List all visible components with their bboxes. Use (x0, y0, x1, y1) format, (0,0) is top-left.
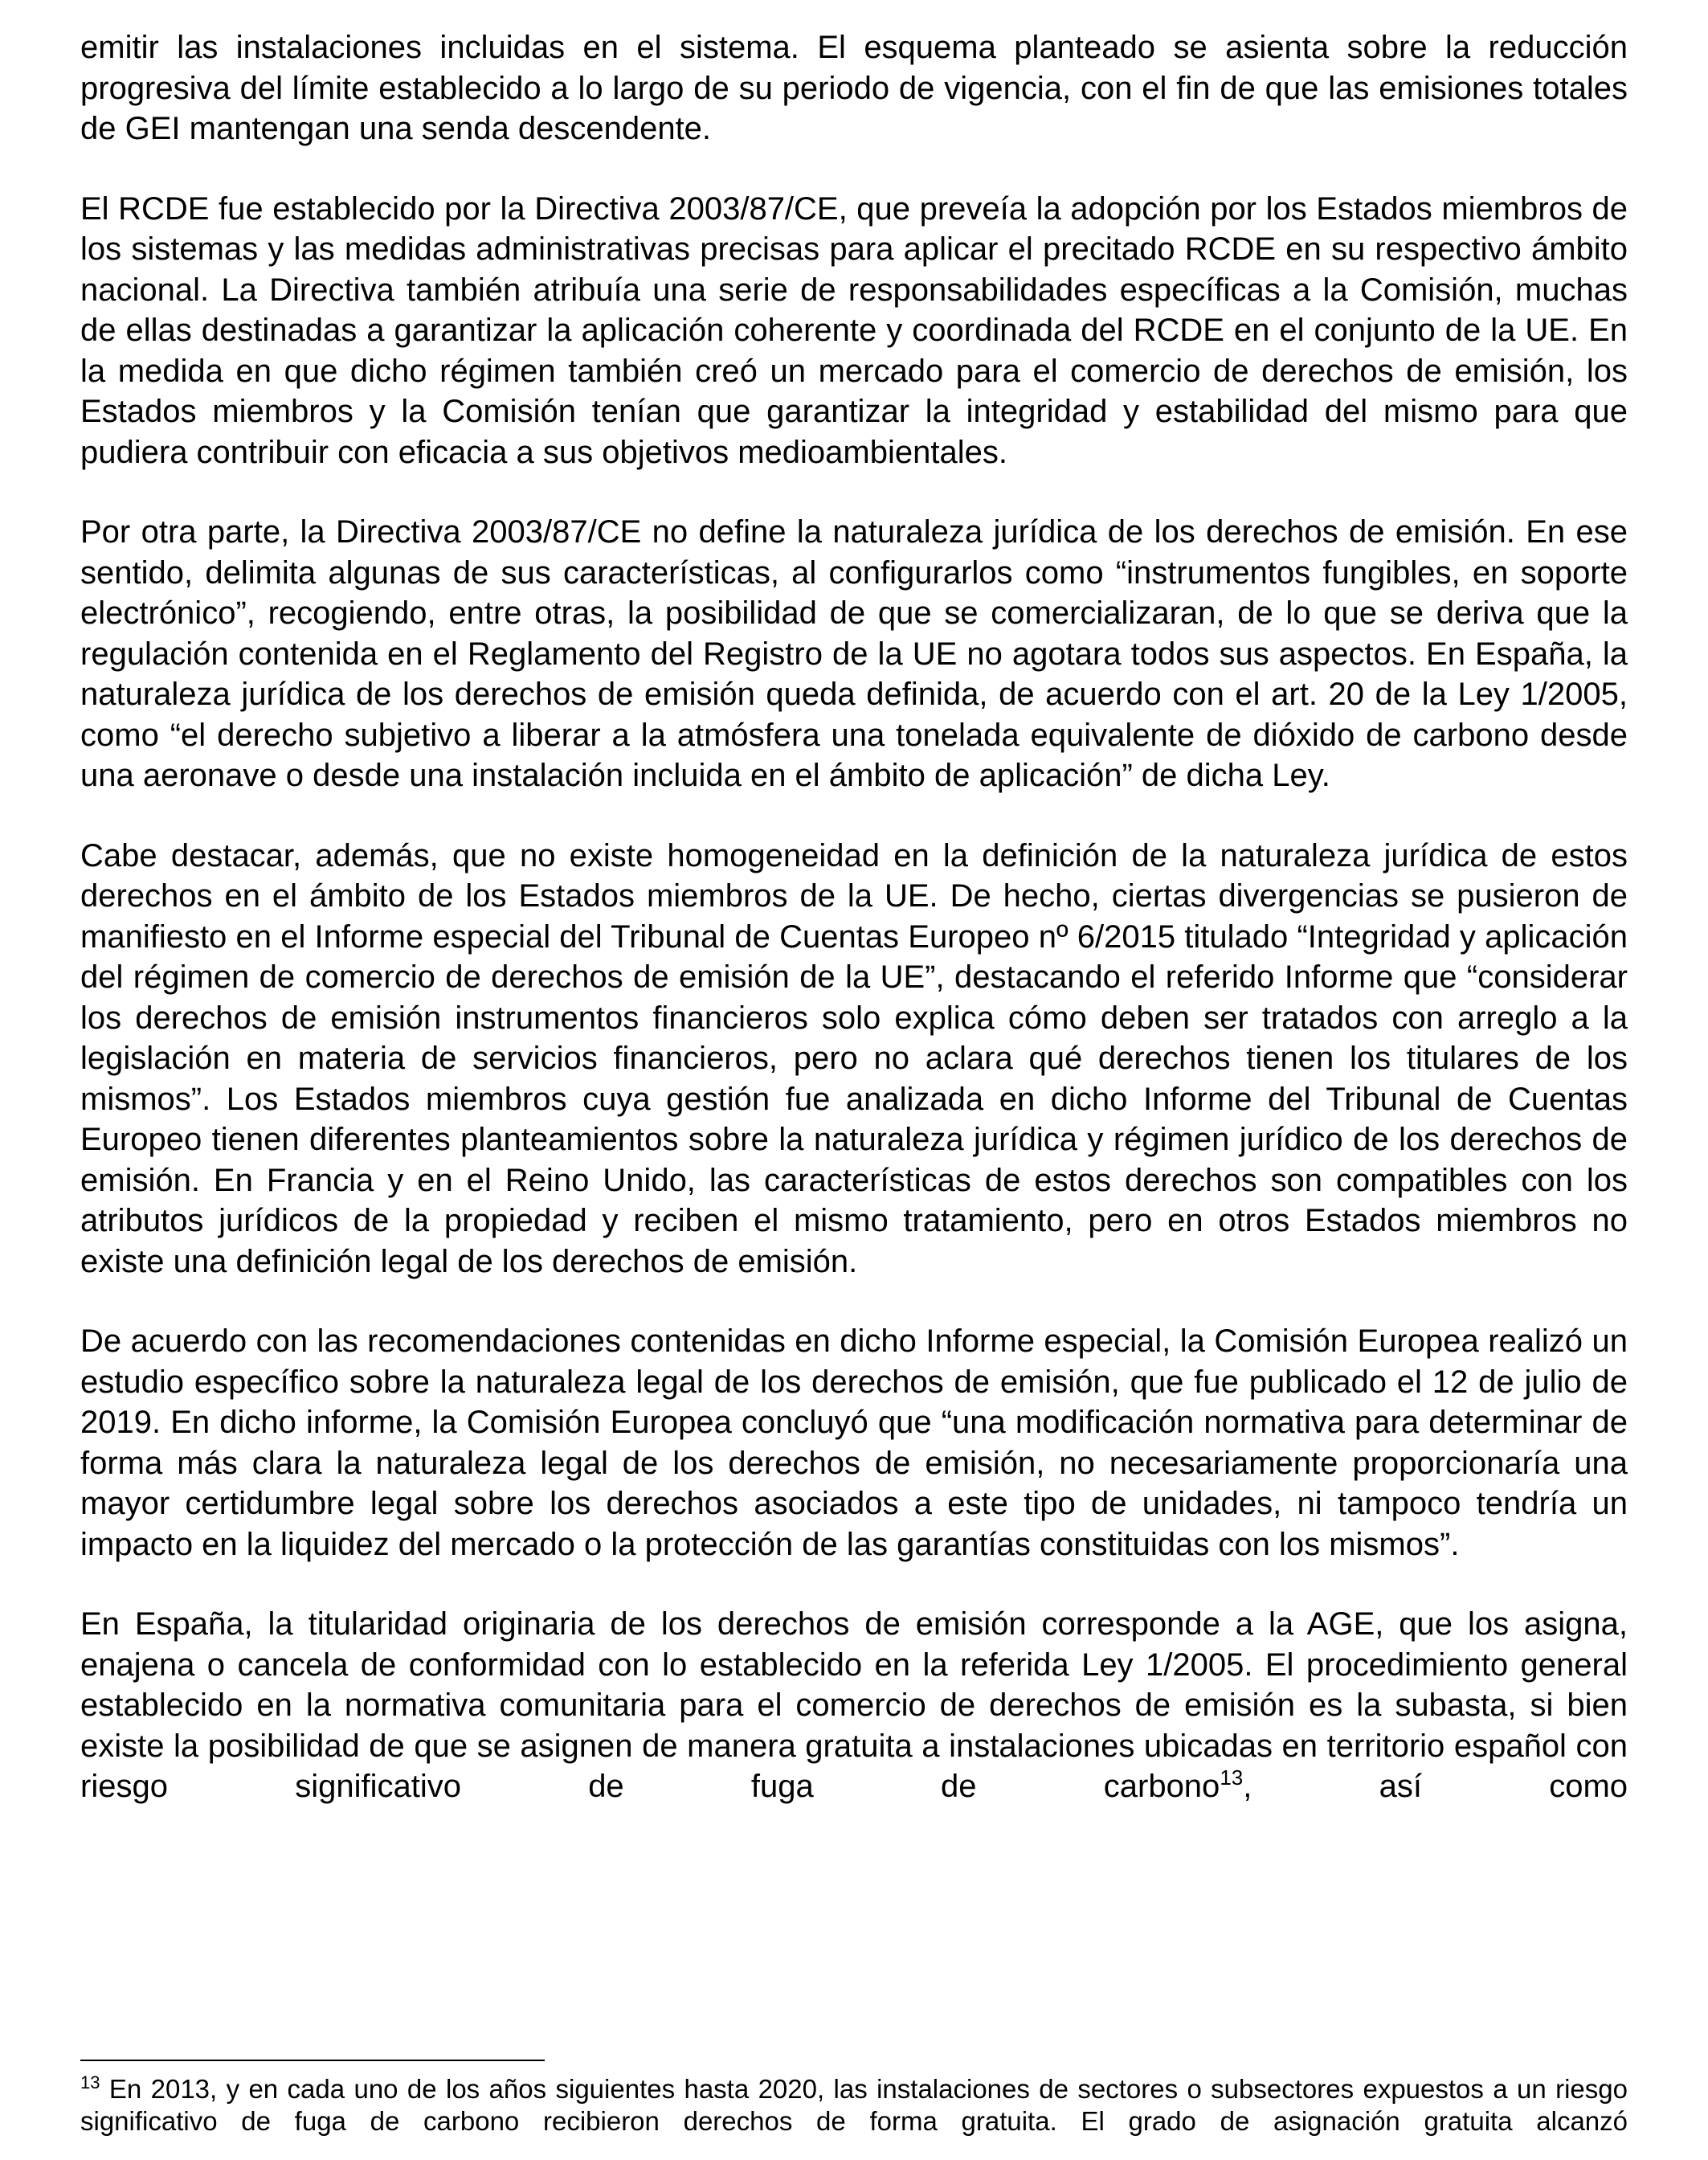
paragraph-last-tail: , así como (1243, 1769, 1628, 1804)
document-body (80, 27, 1628, 1807)
footnote-reference[interactable]: 13 (1220, 1765, 1244, 1790)
paragraph: De acuerdo con las recomendaciones contenidas en dicho Informe especial, la Comisión Europea realizó un estudio específico sobre la naturaleza legal de los derechos de emisión, que fue publicado el 12 de julio de 2019. En dicho informe, la Comisión Europea concluyó que “una modificación normativa para determinar de forma más clara la naturaleza legal de los derechos de emisión, no necesariamente proporcionaría una mayor certidumbre legal sobre los derechos asociados a este tipo de unidades, ni tampoco tendría un impacto en la liquidez del mercado o la protección de las garantías constituidas con los mismos”. (80, 1323, 1628, 1562)
footnote-number: 13 (80, 2072, 100, 2092)
footnote-text: En 2013, y en cada uno de los años siguientes hasta 2020, las instalaciones de sectores o subsectores expuestos a un riesgo significativo de fuga de carbono recibieron derechos de forma gratuita. El grado de asignación gratuita alcanzó (80, 2074, 1628, 2136)
paragraph: Cabe destacar, además, que no existe homogeneidad en la definición de la naturaleza jurídica de estos derechos en el ámbito de los Estados miembros de la UE. De hecho, ciertas divergencias se pusieron de manifiesto en el Informe especial del Tribunal de Cuentas Europeo nº 6/2015 titulado “Integridad y aplicación del régimen de comercio de derechos de emisión de la UE”, destacando el referido Informe que “considerar los derechos de emisión instrumentos financieros solo explica cómo deben ser tratados con arreglo a la legislación en materia de servicios financieros, pero no aclara qué derechos tienen los titulares de los mismos”. Los Estados miembros cuya gestión fue analizada en dicho Informe del Tribunal de Cuentas Europeo tienen diferentes planteamientos sobre la naturaleza jurídica y régimen jurídico de los derechos de emisión. En Francia y en el Reino Unido, las características de estos derechos son compatibles con los atributos jurídicos de la propiedad y reciben el mismo tratamiento, pero en otros Estados miembros no existe una definición legal de los derechos de emisión. (80, 837, 1628, 1279)
footnote-separator (80, 2060, 545, 2061)
paragraph: El RCDE fue establecido por la Directiva 2003/87/CE, que preveía la adopción por los Estados miembros de los sistemas y las medidas administrativas precisas para aplicar el precitado RCDE en su respectivo ámbito nacional. La Directiva también atribuía una serie de responsabilidades específicas a la Comisión, muchas de ellas destinadas a garantizar la aplicación coherente y coordinada del RCDE en el conjunto de la UE. En la medida en que dicho régimen también creó un mercado para el comercio de derechos de emisión, los Estados miembros y la Comisión tenían que garantizar la integridad y estabilidad del mismo para que pudiera contribuir con eficacia a sus objetivos medioambientales. (80, 190, 1628, 470)
paragraph-last-text: En España, la titularidad originaria de los derechos de emisión corresponde a la AGE, que los asigna, enajena o cancela de conformidad con lo establecido en la referida Ley 1/2005. El procedimiento general establecido en la normativa comunitaria para el comercio de derechos de emisión es la subasta, si bien existe la posibilidad de que se asignen de manera gratuita a instalaciones ubicadas en territorio español con riesgo significativo de fuga de carbono (80, 1606, 1628, 1804)
paragraph: emitir las instalaciones incluidas en el sistema. El esquema planteado se asienta sobre la reducción progresiva del límite establecido a lo largo de su periodo de vigencia, con el fin de que las emisiones totales de GEI mantengan una senda descendente. (80, 30, 1628, 146)
paragraph: Por otra parte, la Directiva 2003/87/CE no define la naturaleza jurídica de los derechos de emisión. En ese sentido, delimita algunas de sus características, al configurarlos como “instrumentos fungibles, en soporte electrónico”, recogiendo, entre otras, la posibilidad de que se comercializaran, de lo que se deriva que la regulación contenida en el Reglamento del Registro de la UE no agotara todos sus aspectos. En España, la naturaleza jurídica de los derechos de emisión queda definida, de acuerdo con el art. 20 de la Ley 1/2005, como “el derecho subjetivo a liberar a la atmósfera una tonelada equivalente de dióxido de carbono desde una aeronave o desde una instalación incluida en el ámbito de aplicación” de dicha Ley. (80, 514, 1628, 793)
paragraph-last (80, 1604, 1628, 1807)
footnote (80, 2073, 1628, 2138)
